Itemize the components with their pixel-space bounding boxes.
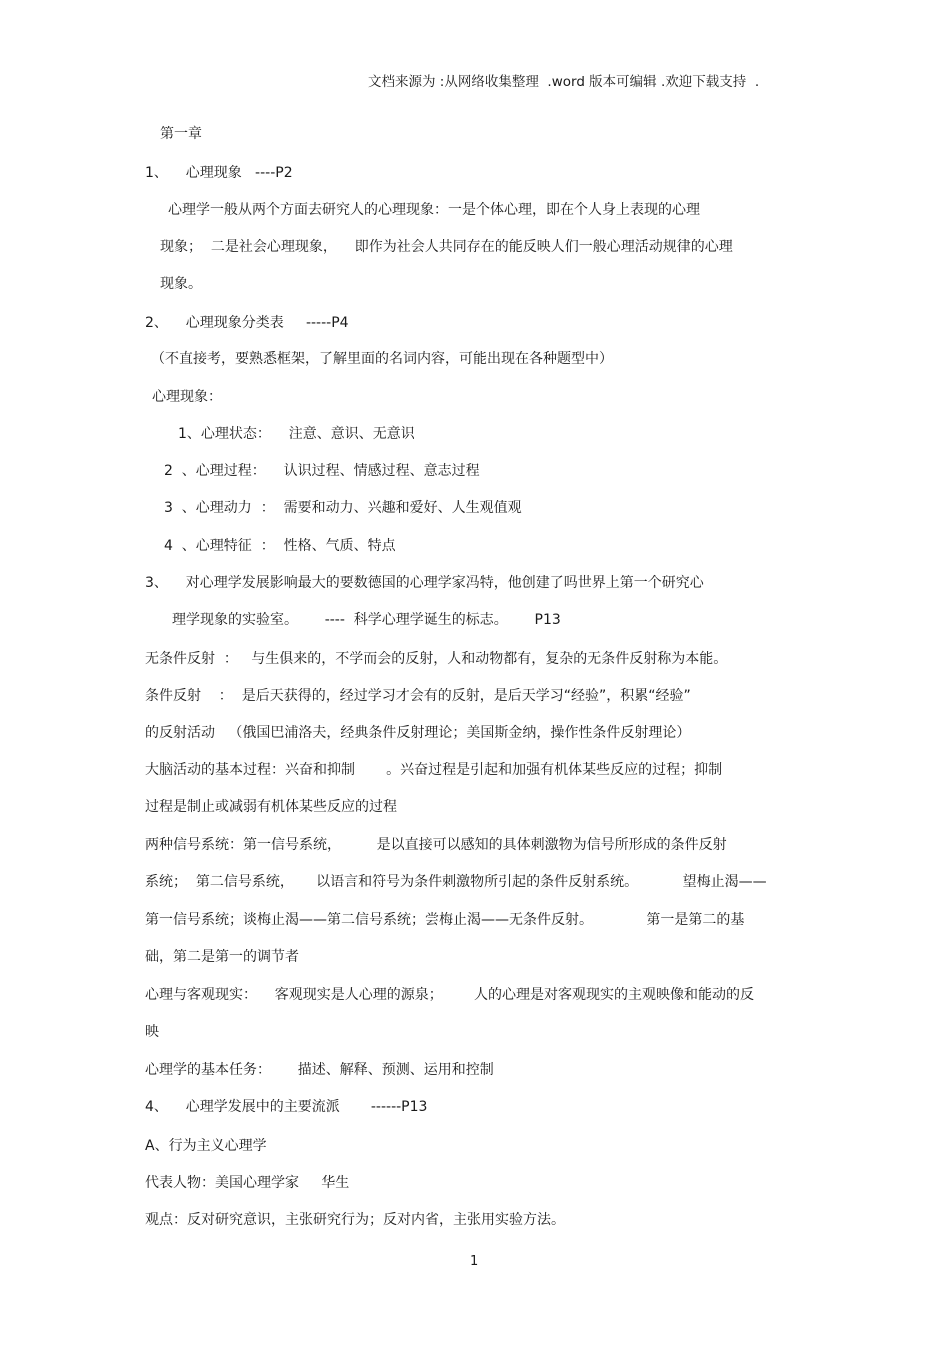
paragraph-line: 观点：反对研究意识，主张研究行为；反对内省，主张用实验方法。 bbox=[145, 1212, 565, 1228]
paragraph-line: 现象； 二是社会心理现象， 即作为社会人共同存在的能反映人们一般心理活动规律的心理 bbox=[160, 239, 733, 255]
paragraph-line: 系统； 第二信号系统， 以语言和符号为条件刺激物所引起的条件反射系统。 望梅止渴—— bbox=[145, 874, 767, 890]
section-heading-1: 1、 心理现象 ----P2 bbox=[145, 165, 293, 181]
page-header: 文档来源为 :从网络收集整理 .word 版本可编辑 .欢迎下载支持 . bbox=[368, 74, 760, 90]
paragraph-line: 现象。 bbox=[160, 276, 202, 292]
paragraph-line: （不直接考，要熟悉框架，了解里面的名词内容，可能出现在各种题型中） bbox=[151, 351, 613, 367]
paragraph-line: 心理学一般从两个方面去研究人的心理现象：一是个体心理，即在个人身上表现的心理 bbox=[168, 202, 700, 218]
section-heading-4: 4、 心理学发展中的主要流派 ------P13 bbox=[145, 1099, 428, 1115]
paragraph-line: 的反射活动 （俄国巴浦洛夫，经典条件反射理论；美国斯金纳，操作性条件反射理论） bbox=[145, 725, 691, 741]
chapter-title: 第一章 bbox=[160, 126, 202, 142]
paragraph-line: 过程是制止或减弱有机体某些反应的过程 bbox=[145, 799, 397, 815]
paragraph-line: 映 bbox=[145, 1024, 159, 1040]
paragraph-line: 心理与客观现实： 客观现实是人心理的源泉； 人的心理是对客观现实的主观映像和能动的反 bbox=[145, 987, 754, 1003]
paragraph-line: 无条件反射 ： 与生俱来的，不学而会的反射，人和动物都有，复杂的无条件反射称为本能。 bbox=[145, 651, 728, 667]
paragraph-line: 心理学的基本任务： 描述、解释、预测、运用和控制 bbox=[145, 1062, 494, 1078]
paragraph-line: 第一信号系统；谈梅止渴——第二信号系统；尝梅止渴——无条件反射。 第一是第二的基 bbox=[145, 912, 745, 928]
list-item: 1、心理状态： 注意、意识、无意识 bbox=[178, 426, 415, 442]
list-item: 4 、心理特征 ： 性格、气质、特点 bbox=[164, 538, 396, 554]
paragraph-line: 础，第二是第一的调节者 bbox=[145, 949, 299, 965]
paragraph-line: 代表人物：美国心理学家 华生 bbox=[145, 1175, 350, 1191]
section-heading-2: 2、 心理现象分类表 -----P4 bbox=[145, 315, 349, 331]
section-heading-3: 3、 对心理学发展影响最大的要数德国的心理学家冯特，他创建了吗世界上第一个研究心 bbox=[145, 575, 704, 591]
subsection-heading: A、行为主义心理学 bbox=[145, 1138, 267, 1154]
paragraph-line: 大脑活动的基本过程：兴奋和抑制 。兴奋过程是引起和加强有机体某些反应的过程；抑制 bbox=[145, 762, 723, 778]
paragraph-line: 两种信号系统：第一信号系统， 是以直接可以感知的具体刺激物为信号所形成的条件反射 bbox=[145, 837, 727, 853]
paragraph-line: 理学现象的实验室。 ---- 科学心理学诞生的标志。 P13 bbox=[172, 612, 561, 628]
paragraph-line: 条件反射 ： 是后天获得的，经过学习才会有的反射，是后天学习“经验”，积累“经验” bbox=[145, 688, 691, 704]
list-item: 2 、心理过程： 认识过程、情感过程、意志过程 bbox=[164, 463, 480, 479]
paragraph-line: 心理现象： bbox=[152, 389, 222, 405]
list-item: 3 、心理动力 ： 需要和动力、兴趣和爱好、人生观值观 bbox=[164, 500, 522, 516]
page-number: 1 bbox=[470, 1254, 479, 1269]
